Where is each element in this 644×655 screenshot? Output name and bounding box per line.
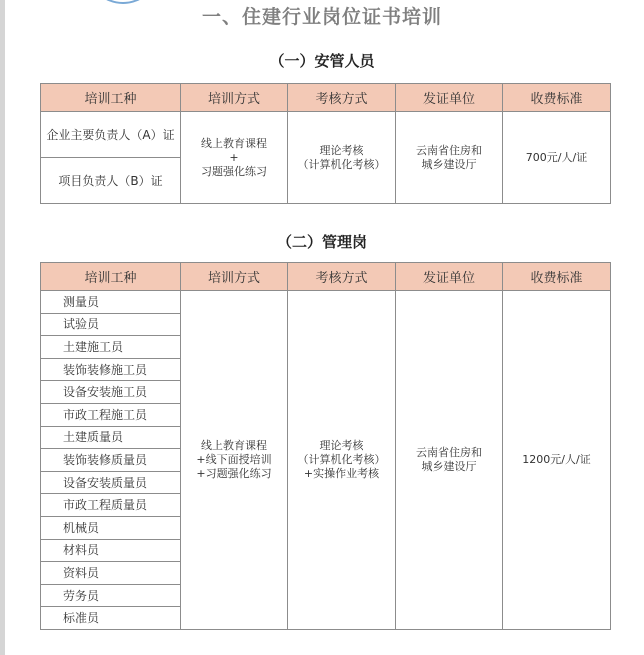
table-row bbox=[41, 291, 611, 314]
section2-title: （二）管理岗 bbox=[276, 233, 367, 251]
job-cell: 资料员 bbox=[41, 562, 181, 585]
issuer-line: 云南省住房和 bbox=[416, 143, 482, 157]
job-cell: 项目负责人（B）证 bbox=[41, 158, 181, 204]
issuer-line: 城乡建设厅 bbox=[421, 459, 477, 473]
issuer-cell bbox=[396, 291, 503, 630]
assessment-line: （计算机化考核） bbox=[297, 452, 386, 466]
job-cell: 劳务员 bbox=[41, 584, 181, 607]
job-cell: 装饰装修质量员 bbox=[41, 449, 181, 472]
method-line: +习题强化练习 bbox=[196, 466, 272, 480]
assessment-cell bbox=[288, 112, 396, 204]
header-assessment: 考核方式 bbox=[288, 84, 396, 112]
section2-table bbox=[40, 262, 611, 630]
section1-header-row bbox=[41, 84, 611, 112]
header-job: 培训工种 bbox=[41, 84, 181, 112]
header-method: 培训方式 bbox=[181, 84, 288, 112]
job-cell: 装饰装修施工员 bbox=[41, 358, 181, 381]
job-cell: 材料员 bbox=[41, 539, 181, 562]
job-cell: 市政工程质量员 bbox=[41, 494, 181, 517]
header-method: 培训方式 bbox=[181, 263, 288, 291]
assessment-line: +实操作业考核 bbox=[303, 466, 380, 480]
issuer-line: 云南省住房和 bbox=[416, 445, 482, 459]
issuer-cell bbox=[396, 112, 503, 204]
main-title: 一、住建行业岗位证书培训 bbox=[201, 6, 442, 28]
table-row bbox=[41, 112, 611, 158]
issuer-line: 城乡建设厅 bbox=[421, 157, 477, 171]
method-cell bbox=[181, 291, 288, 630]
job-cell: 标准员 bbox=[41, 607, 181, 630]
method-line: + bbox=[229, 150, 239, 164]
method-cell bbox=[181, 112, 288, 204]
method-line: 习题强化练习 bbox=[201, 164, 267, 178]
job-cell: 测量员 bbox=[41, 291, 181, 314]
method-line: +线下面授培训 bbox=[196, 452, 272, 466]
page-left-edge bbox=[0, 0, 5, 655]
header-issuer: 发证单位 bbox=[396, 84, 503, 112]
job-cell: 企业主要负责人（A）证 bbox=[41, 112, 181, 158]
assessment-line: 理论考核 bbox=[319, 143, 364, 157]
header-fee: 收费标准 bbox=[503, 84, 611, 112]
job-cell: 土建质量员 bbox=[41, 426, 181, 449]
job-cell: 设备安装施工员 bbox=[41, 381, 181, 404]
section1-title: （一）安管人员 bbox=[269, 52, 375, 70]
header-issuer: 发证单位 bbox=[396, 263, 503, 291]
assessment-line: （计算机化考核） bbox=[297, 157, 386, 171]
job-cell: 市政工程施工员 bbox=[41, 403, 181, 426]
method-line: 线上教育课程 bbox=[201, 438, 267, 452]
job-cell: 机械员 bbox=[41, 516, 181, 539]
fee-cell: 1200元/人/证 bbox=[503, 291, 611, 630]
job-cell: 设备安装质量员 bbox=[41, 471, 181, 494]
fee-cell: 700元/人/证 bbox=[503, 112, 611, 204]
section2-header-row bbox=[41, 263, 611, 291]
header-job: 培训工种 bbox=[41, 263, 181, 291]
header-assessment: 考核方式 bbox=[288, 263, 396, 291]
job-cell: 试验员 bbox=[41, 313, 181, 336]
method-line: 线上教育课程 bbox=[201, 136, 267, 150]
header-fee: 收费标准 bbox=[503, 263, 611, 291]
section1-table bbox=[40, 83, 611, 204]
assessment-line: 理论考核 bbox=[319, 438, 364, 452]
job-cell: 土建施工员 bbox=[41, 336, 181, 359]
assessment-cell bbox=[288, 291, 396, 630]
